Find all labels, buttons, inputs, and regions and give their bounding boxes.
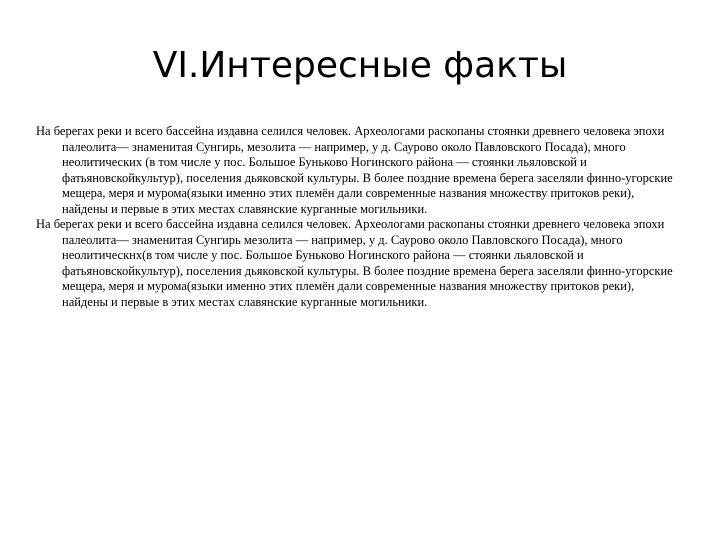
- slide-title: VI.Интересные факты: [152, 45, 568, 86]
- paragraph-2: На берегах реки и всего бассейна издавна селился человек. Археологами раскопаны стоянки древнего человека эпохи палеолита— знаменитая Сунгирь мезолита — например, у д. Саурово около Павловского Посада), много неолитическнх(в том числе у пос. Большое Буньково Ногинского района — стоянки льяловской и фатьяновскойкультур), поселения дьяковской культуры. В более поздние времена берега заселяли финно-угорские мещера, меря и мурома(языки именно этих племён дали современные названия множеству притоков реки), найдены и первые в этих местах славянские курганные могильники.: [36, 217, 673, 309]
- slide-body: [36, 124, 676, 310]
- paragraph-1: На берегах реки и всего бассейна издавна селился человек. Археологами раскопаны стоянки древнего человека эпохи палеолита— знаменитая Сунгирь, мезолита — например, у д. Саурово около Павловского Посада), много неолитических (в том числе у пос. Большое Буньково Ногинского района — стоянки льяловской и фатьяновскойкультур), поселения дьяковской культуры. В более поздние времена берега заселяли финно-угорские мещера, меря и мурома(языки именно этих племён дали современные названия множеству притоков реки), найдены и первые в этих местах славянские курганные могильники.: [36, 124, 673, 216]
